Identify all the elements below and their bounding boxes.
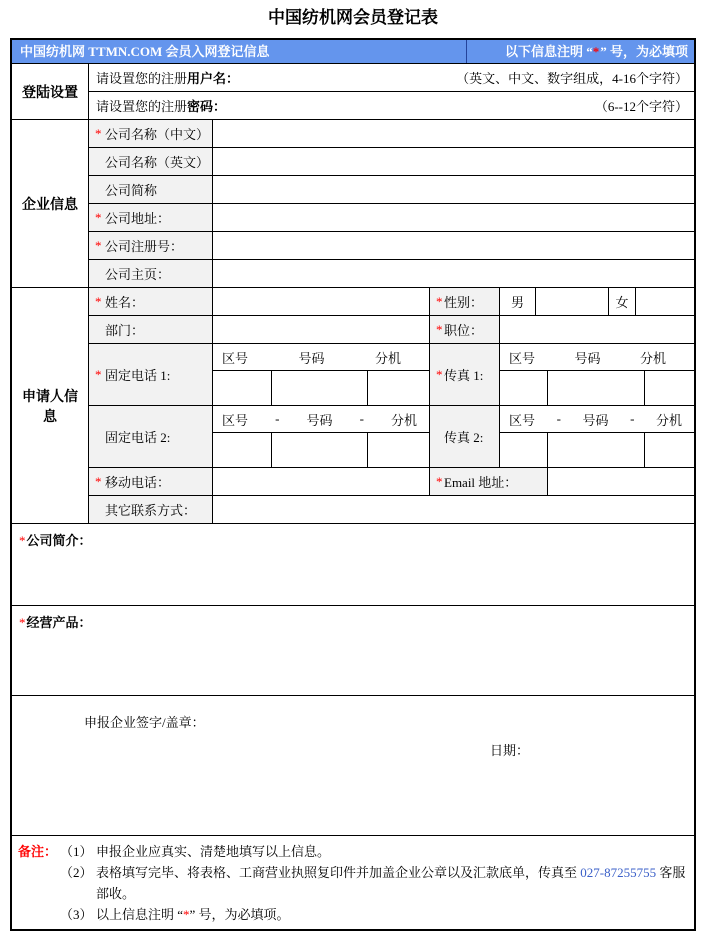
mobile-email-row [89,468,694,496]
name-gender-row [89,288,694,316]
form-header-title: 中国纺机网 TTMN.COM 会员入网登记信息 [20,44,270,59]
dept-input[interactable] [213,316,430,344]
label-text: 职位： [444,323,484,338]
password-note: （6--12个字符） [594,99,688,114]
notes-block [12,836,694,929]
password-label-bold: 密码： [187,99,227,114]
other-contact-input[interactable] [213,496,694,524]
company-shortname-row [89,176,694,204]
fax1-subheader [500,344,694,371]
phone1-subheader [213,344,429,371]
fax1-subgrid [500,344,694,406]
section-applicant-info [12,288,694,524]
area-code-header: 区号 [509,412,536,428]
required-star-icon: * [183,907,190,922]
phone2-area-code-input[interactable] [213,433,272,468]
company-address-row [89,204,694,232]
phone2-label [89,406,213,468]
fax2-label [430,406,500,468]
section-title-applicant: 申请人信息 [12,288,89,524]
extension-header: 分机 [639,350,666,366]
required-note-after: ” 号，为必填项 [600,44,688,59]
name-input[interactable] [213,288,430,316]
label-text: 传真 2: [444,430,484,445]
number-header: 号码 [574,350,601,366]
company-address-label [89,204,213,232]
phone2-subgrid [213,406,430,468]
phone1-label [89,344,213,406]
note-number: （3） [60,907,93,922]
registration-form-table [10,38,696,931]
note-item-1 [60,841,694,862]
fax2-extension-input[interactable] [645,433,694,468]
number-header: 号码 [582,412,609,428]
username-label-bold: 用户名： [187,71,240,86]
section-company-info [12,120,694,288]
page-title: 中国纺机网会员登记表 [268,8,438,28]
username-label [96,68,239,87]
fax-number: 027-87255755 [580,865,657,880]
required-star-icon: * [436,473,443,489]
company-regno-label [89,232,213,260]
password-field-row[interactable] [89,92,694,120]
label-text: 传真 1: [444,368,484,383]
area-code-header: 区号 [222,350,249,366]
number-header: 号码 [298,350,325,366]
fax1-number-input[interactable] [548,371,645,406]
company-shortname-input[interactable] [213,176,694,204]
area-code-header: 区号 [509,350,536,366]
label-text: 固定电话 2: [105,430,171,445]
area-code-header: 区号 [222,412,249,428]
label-text: 公司简称 [105,183,158,198]
fax2-subheader [500,406,694,433]
products-block[interactable] [12,606,694,696]
company-intro-label [19,533,92,548]
note-text-part: 客服部收。 [96,865,686,901]
phone1-extension-input[interactable] [368,371,429,406]
required-star-icon: * [436,366,443,382]
dash-separator: - [359,411,364,426]
note-text-part: 申报企业应真实、清楚地填写以上信息。 [96,844,331,859]
label-text: 固定电话 1: [105,368,171,383]
note-text [96,841,694,862]
label-text: 姓名： [105,295,145,310]
gender-female-checkbox-cell[interactable] [636,288,694,316]
note-text-part: ” 号，为必填项。 [189,907,290,922]
password-label-prefix: 请设置您的注册 [96,99,188,114]
fax2-number-input[interactable] [548,433,645,468]
other-contact-row [89,496,694,524]
note-number: （1） [60,844,93,859]
phone1-number-input[interactable] [272,371,368,406]
gender-male-label: 男 [500,288,536,316]
position-label [430,316,500,344]
date-label: 日期： [490,743,530,758]
products-label [19,615,92,630]
name-label [89,288,213,316]
company-homepage-label [89,260,213,288]
signature-block[interactable] [12,696,694,836]
extension-header: 分机 [390,412,417,428]
required-star-icon: * [95,473,102,489]
phone2-extension-input[interactable] [368,433,429,468]
signature-label: 申报企业签字/盖章： [84,715,205,730]
required-star-icon: * [95,237,102,253]
dash-separator: - [275,411,280,426]
dash-separator: - [556,411,561,426]
label-text: 公司地址： [105,211,171,226]
dash-separator: - [630,411,635,426]
company-regno-input[interactable] [213,232,694,260]
fax2-area-code-input[interactable] [500,433,548,468]
company-name-cn-label [89,120,213,148]
phone2-fax2-row [89,406,694,468]
fax1-area-code-input[interactable] [500,371,548,406]
gender-label [430,288,500,316]
email-label [430,468,548,496]
required-star-icon: * [19,615,26,630]
phone2-subheader [213,406,429,433]
number-header: 号码 [306,412,333,428]
required-note-before: 以下信息注明 “ [504,44,593,59]
section-login-settings [12,64,694,120]
company-intro-block[interactable] [12,524,694,606]
phone1-area-code-input[interactable] [213,371,272,406]
company-name-en-row [89,148,694,176]
username-label-prefix: 请设置您的注册 [96,71,188,86]
required-star-icon: * [95,209,102,225]
required-star-icon: * [436,321,443,337]
note-text [96,862,694,904]
form-header-bar [12,40,694,64]
note-number: （2） [60,865,93,880]
extension-header: 分机 [374,350,401,366]
note-item-2 [60,862,694,904]
required-star-icon: * [95,366,102,382]
label-text: Email 地址： [444,475,518,490]
label-text: 经营产品： [26,615,92,630]
username-field-row[interactable] [89,64,694,92]
note-item-3 [60,904,694,925]
username-note: （英文、中文、数字组成，4-16个字符） [456,71,688,86]
required-star-icon: * [592,44,600,59]
phone1-subgrid [213,344,430,406]
label-text: 部门： [105,323,145,338]
company-regno-row [89,232,694,260]
company-shortname-label [89,176,213,204]
extension-header: 分机 [655,412,682,428]
mobile-input[interactable] [213,468,430,496]
company-homepage-row [89,260,694,288]
dept-label [89,316,213,344]
email-input[interactable] [548,468,694,496]
required-star-icon: * [95,293,102,309]
label-text: 性别： [444,295,484,310]
phone1-fax1-row [89,344,694,406]
notes-items [60,841,694,925]
note-text-part: 表格填写完毕、将表格、工商营业执照复印件并加盖企业公章以及汇款底单，传真至 [96,865,581,880]
company-homepage-input[interactable] [213,260,694,288]
section-title-login: 登陆设置 [12,64,89,120]
phone2-number-input[interactable] [272,433,368,468]
fax2-subgrid [500,406,694,468]
section-title-company: 企业信息 [12,120,89,288]
fax1-label [430,344,500,406]
company-name-cn-input[interactable] [213,120,694,148]
mobile-label [89,468,213,496]
required-note [466,40,694,63]
required-star-icon: * [19,533,26,548]
notes-title: 备注： [18,844,58,859]
other-contact-label [89,496,213,524]
fax1-extension-input[interactable] [645,371,694,406]
label-text: 其它联系方式： [105,503,197,518]
company-name-cn-row [89,120,694,148]
company-name-en-label [89,148,213,176]
label-text: 公司主页： [105,267,171,282]
company-address-input[interactable] [213,204,694,232]
password-label [96,96,226,115]
label-text: 公司简介： [26,533,92,548]
gender-female-label: 女 [609,288,636,316]
label-text: 公司名称（英文） [105,155,210,170]
gender-male-checkbox-cell[interactable] [536,288,609,316]
required-star-icon: * [95,125,102,141]
company-name-en-input[interactable] [213,148,694,176]
label-text: 移动电话： [105,475,171,490]
note-text-part: 以上信息注明 “ [96,907,184,922]
dept-position-row [89,316,694,344]
required-star-icon: * [436,293,443,309]
label-text: 公司注册号： [105,239,184,254]
label-text: 公司名称（中文） [105,127,210,142]
position-input[interactable] [500,316,694,344]
note-text [96,904,694,925]
